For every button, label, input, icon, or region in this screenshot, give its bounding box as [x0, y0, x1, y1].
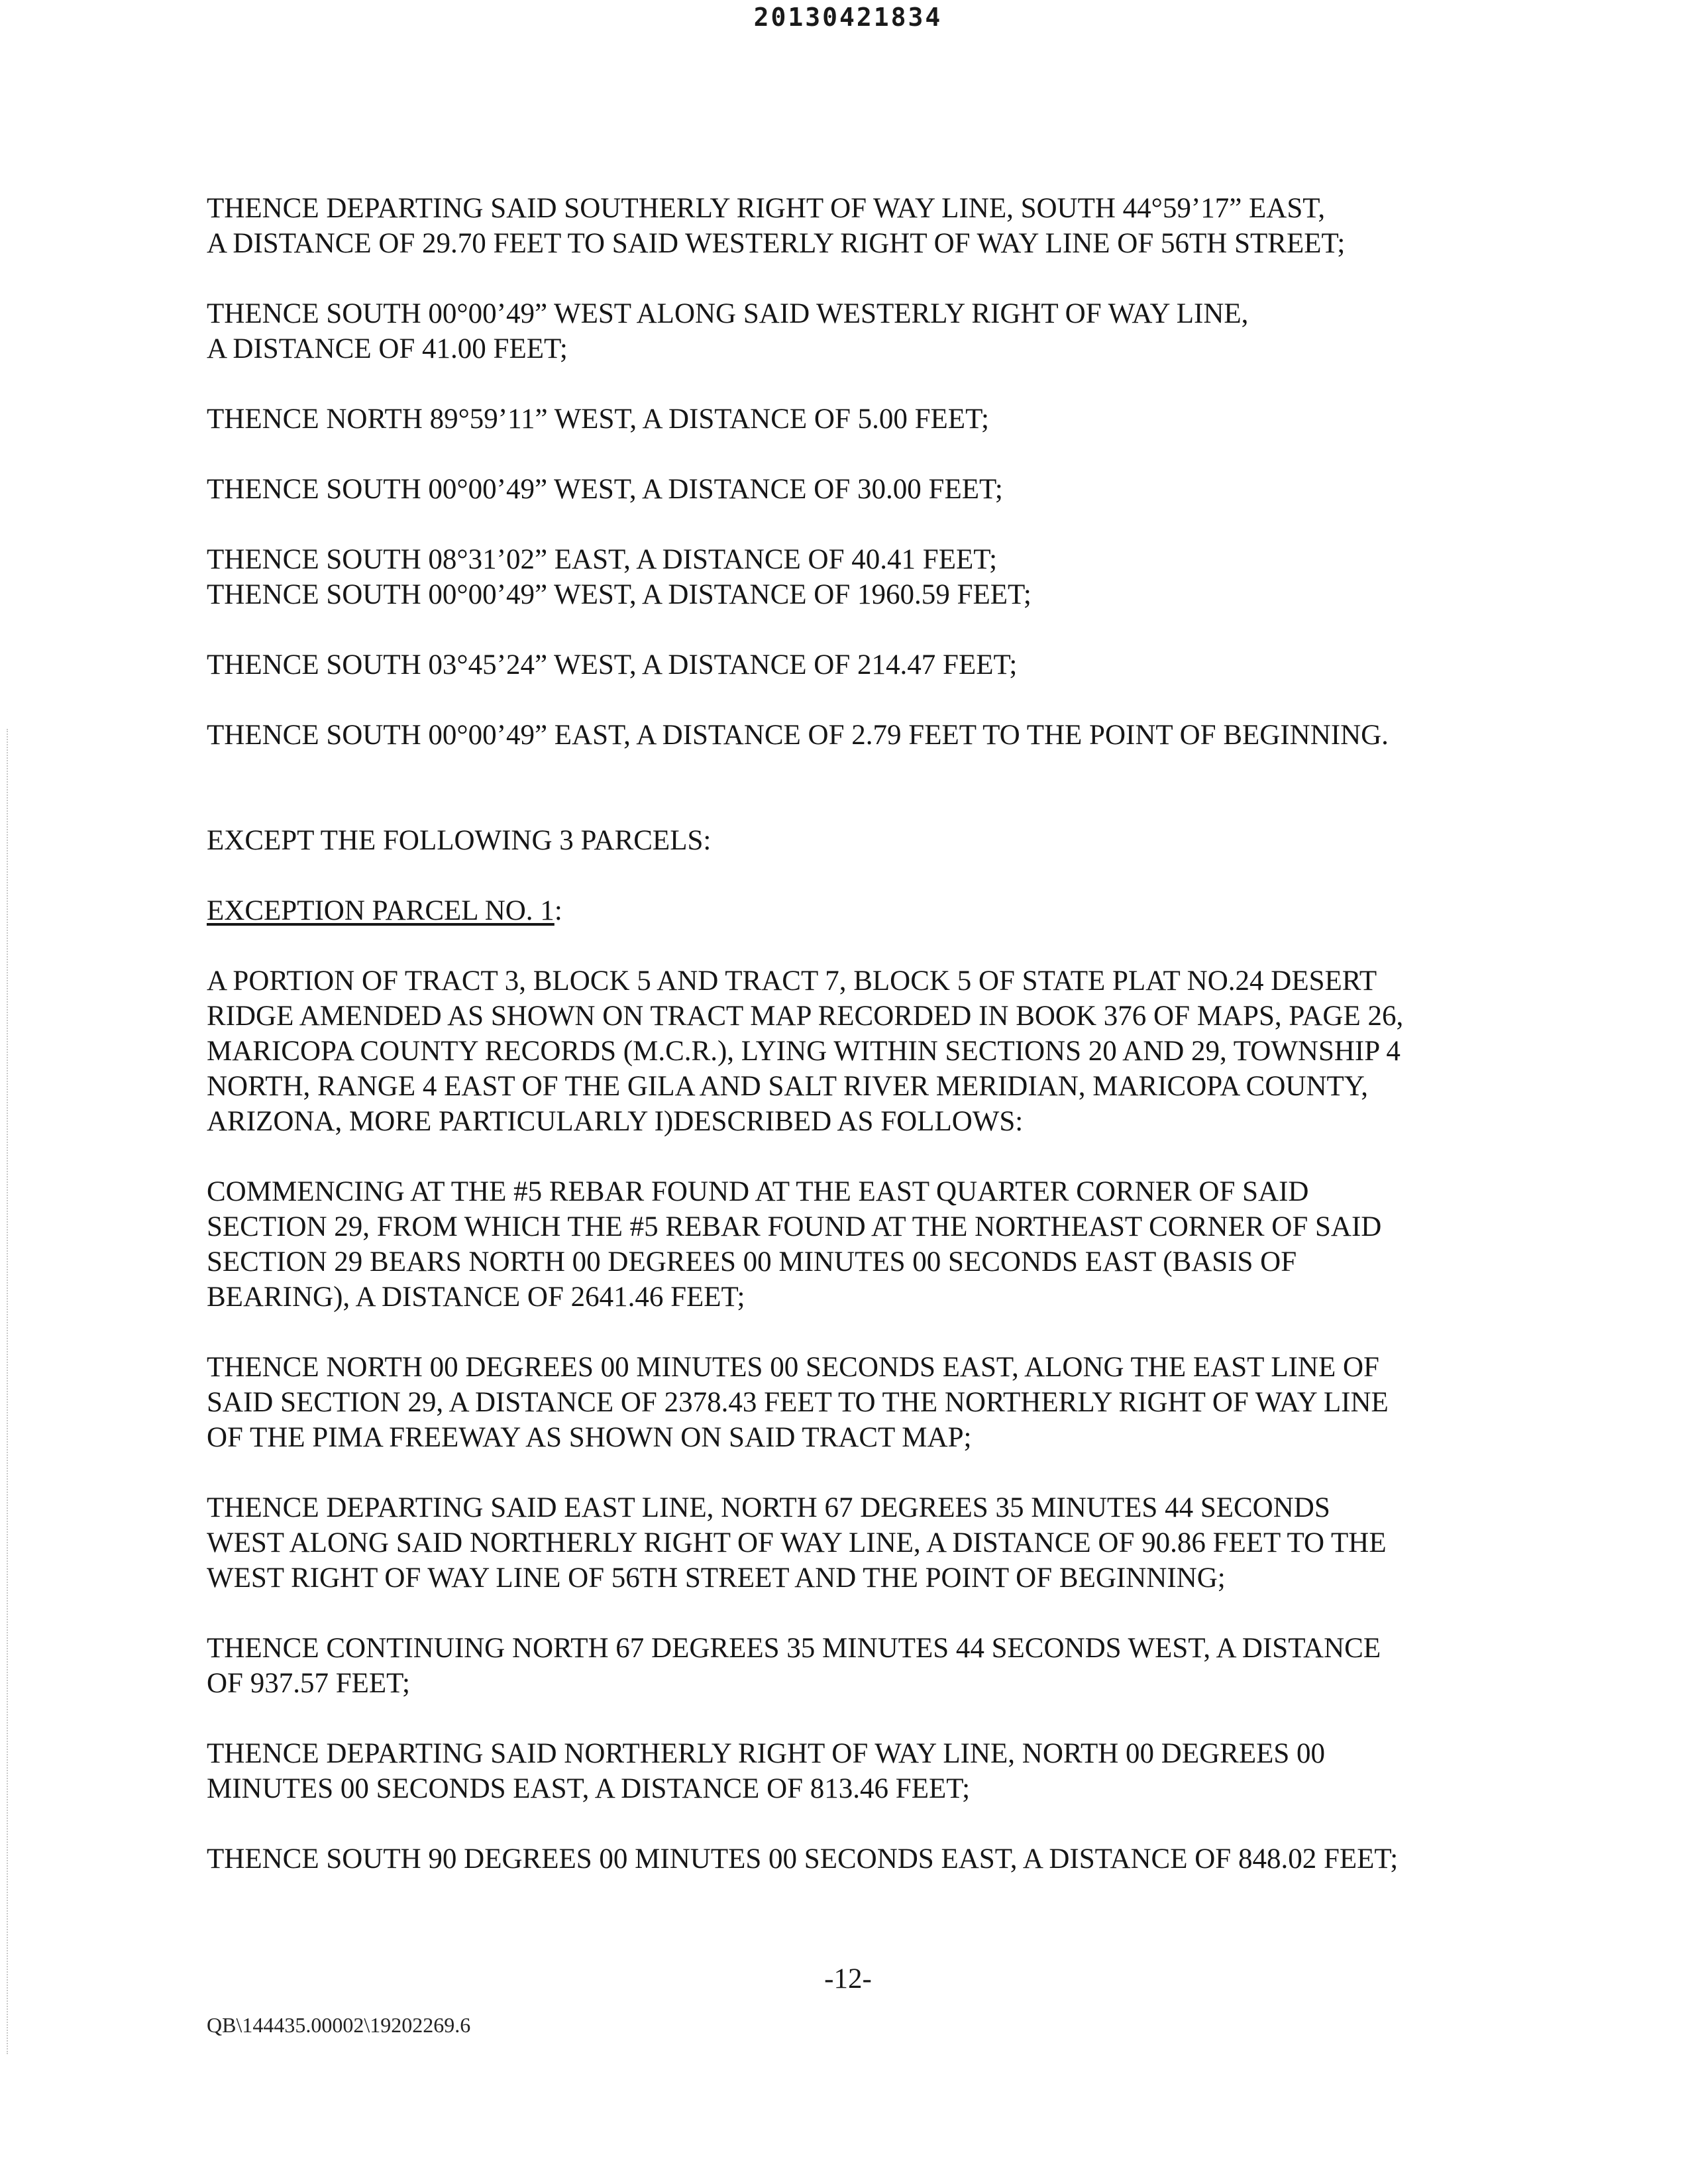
heading-colon: : [554, 895, 562, 926]
exception-parcel-heading [207, 893, 1532, 928]
paragraph-4 [207, 472, 1532, 507]
text-line: SECTION 29, FROM WHICH THE #5 REBAR FOUND AT THE NORTHEAST CORNER OF SAID [207, 1211, 1382, 1242]
paragraph-6 [207, 647, 1532, 682]
text-line: THENCE CONTINUING NORTH 67 DEGREES 35 MINUTES 44 SECONDS WEST, A DISTANCE [207, 1633, 1381, 1664]
paragraph-8 [207, 823, 1532, 858]
paragraph-10 [207, 963, 1532, 1139]
text-line: THENCE DEPARTING SAID SOUTHERLY RIGHT OF WAY LINE, SOUTH 44°59’17” EAST, [207, 193, 1326, 224]
document-id: QB\144435.00002\19202269.6 [207, 2013, 471, 2037]
text-line: A DISTANCE OF 29.70 FEET TO SAID WESTERLY RIGHT OF WAY LINE OF 56TH STREET; [207, 228, 1346, 259]
text-line: THENCE SOUTH 00°00’49” WEST ALONG SAID WESTERLY RIGHT OF WAY LINE, [207, 298, 1249, 329]
legal-description-body [207, 191, 1532, 1877]
page-number: -12- [824, 1963, 872, 1994]
text-line: THENCE SOUTH 00°00’49” EAST, A DISTANCE OF 2.79 FEET TO THE POINT OF BEGINNING. [207, 720, 1389, 751]
paragraph-5 [207, 542, 1532, 612]
paragraph-15 [207, 1736, 1532, 1806]
text-line: MINUTES 00 SECONDS EAST, A DISTANCE OF 813.46 FEET; [207, 1773, 971, 1804]
text-line: THENCE SOUTH 00°00’49” WEST, A DISTANCE OF 30.00 FEET; [207, 474, 1003, 505]
text-line: THENCE NORTH 89°59’11” WEST, A DISTANCE OF 5.00 FEET; [207, 404, 989, 435]
text-line: EXCEPT THE FOLLOWING 3 PARCELS: [207, 825, 712, 856]
text-line: OF 937.57 FEET; [207, 1668, 411, 1699]
text-line: THENCE DEPARTING SAID EAST LINE, NORTH 67 DEGREES 35 MINUTES 44 SECONDS [207, 1492, 1330, 1523]
text-line: A DISTANCE OF 41.00 FEET; [207, 333, 568, 364]
paragraph-14 [207, 1631, 1532, 1701]
text-line: SECTION 29 BEARS NORTH 00 DEGREES 00 MINUTES 00 SECONDS EAST (BASIS OF [207, 1246, 1297, 1278]
paragraph-3 [207, 402, 1532, 437]
text-line: THENCE NORTH 00 DEGREES 00 MINUTES 00 SECONDS EAST, ALONG THE EAST LINE OF [207, 1352, 1379, 1383]
text-line: BEARING), A DISTANCE OF 2641.46 FEET; [207, 1282, 745, 1313]
text-line: THENCE DEPARTING SAID NORTHERLY RIGHT OF WAY LINE, NORTH 00 DEGREES 00 [207, 1738, 1326, 1769]
text-line: SAID SECTION 29, A DISTANCE OF 2378.43 FEET TO THE NORTHERLY RIGHT OF WAY LINE [207, 1387, 1389, 1418]
paragraph-13 [207, 1490, 1532, 1596]
text-line: A PORTION OF TRACT 3, BLOCK 5 AND TRACT 7, BLOCK 5 OF STATE PLAT NO.24 DESERT [207, 965, 1377, 997]
exception-parcel-title: EXCEPTION PARCEL NO. 1 [207, 895, 555, 926]
text-line: NORTH, RANGE 4 EAST OF THE GILA AND SALT RIVER MERIDIAN, MARICOPA COUNTY, [207, 1071, 1369, 1102]
paragraph-1 [207, 191, 1532, 261]
text-line: RIDGE AMENDED AS SHOWN ON TRACT MAP RECORDED IN BOOK 376 OF MAPS, PAGE 26, [207, 1001, 1404, 1032]
scan-edge-artifact [7, 729, 9, 2054]
text-line: THENCE SOUTH 00°00’49” WEST, A DISTANCE OF 1960.59 FEET; [207, 579, 1032, 610]
text-line: THENCE SOUTH 08°31’02” EAST, A DISTANCE OF 40.41 FEET; [207, 544, 998, 575]
paragraph-2 [207, 296, 1532, 366]
paragraph-7 [207, 718, 1532, 753]
text-line: THENCE SOUTH 90 DEGREES 00 MINUTES 00 SECONDS EAST, A DISTANCE OF 848.02 FEET; [207, 1843, 1399, 1875]
paragraph-16 [207, 1841, 1532, 1877]
text-line: OF THE PIMA FREEWAY AS SHOWN ON SAID TRACT MAP; [207, 1422, 972, 1453]
text-line: THENCE SOUTH 03°45’24” WEST, A DISTANCE OF 214.47 FEET; [207, 649, 1018, 681]
text-line: WEST RIGHT OF WAY LINE OF 56TH STREET AND THE POINT OF BEGINNING; [207, 1562, 1226, 1594]
paragraph-11 [207, 1174, 1532, 1315]
text-line: ARIZONA, MORE PARTICULARLY I)DESCRIBED AS FOLLOWS: [207, 1106, 1024, 1137]
paragraph-12 [207, 1350, 1532, 1455]
recording-number: 20130421834 [753, 3, 943, 32]
text-line: COMMENCING AT THE #5 REBAR FOUND AT THE EAST QUARTER CORNER OF SAID [207, 1176, 1309, 1207]
text-line: MARICOPA COUNTY RECORDS (M.C.R.), LYING WITHIN SECTIONS 20 AND 29, TOWNSHIP 4 [207, 1036, 1401, 1067]
text-line: WEST ALONG SAID NORTHERLY RIGHT OF WAY LINE, A DISTANCE OF 90.86 FEET TO THE [207, 1527, 1387, 1558]
